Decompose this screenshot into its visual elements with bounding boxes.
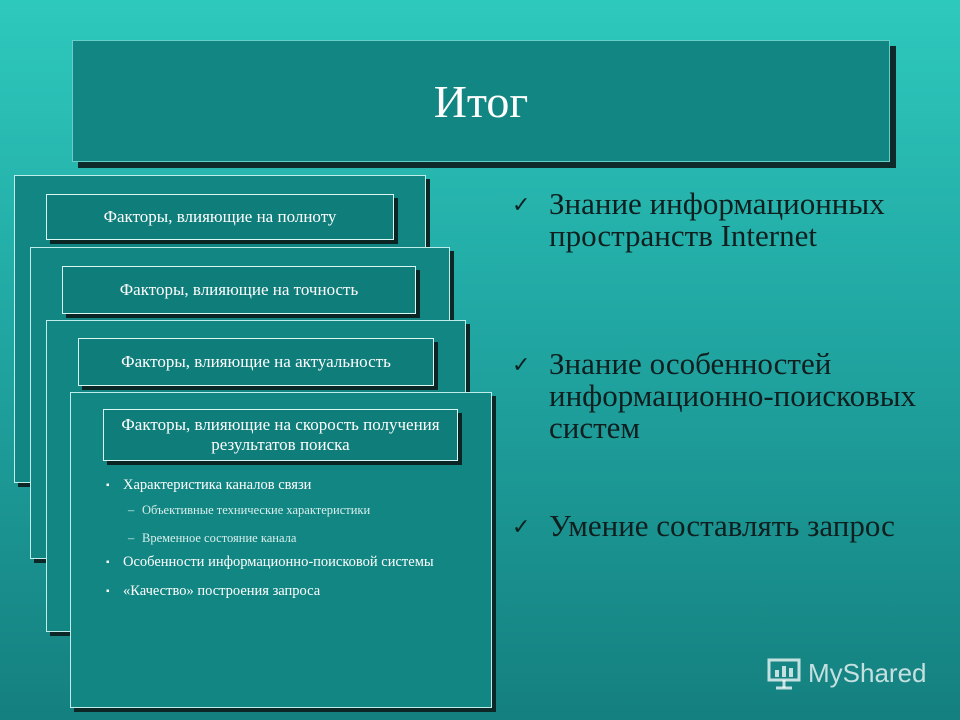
sub-list-item: – Объективные технические характеристики (128, 503, 371, 517)
list-item: ▪ «Качество» построения запроса (106, 583, 321, 599)
watermark-text: MyShared (808, 657, 927, 688)
card-label-relevance: Факторы, влияющие на актуальность (78, 338, 434, 386)
sub-list-item: – Временное состояние канала (128, 531, 297, 545)
card-label-completeness: Факторы, влияющие на полноту (46, 194, 394, 240)
watermark (766, 656, 927, 690)
check-icon: ✓ (512, 515, 531, 540)
list-item: ▪ Характеристика каналов связи (106, 477, 312, 493)
presentation-icon (766, 656, 802, 690)
list-item: ▪ Особенности информационно-поисковой системы (106, 554, 434, 570)
slide-title: Итог (433, 75, 529, 127)
speed-factors-list (106, 476, 466, 601)
title-banner (72, 40, 890, 162)
card-label-precision: Факторы, влияющие на точность (62, 266, 416, 314)
check-icon: ✓ (512, 193, 531, 218)
card-label-speed: Факторы, влияющие на скорость получения результатов поиска (103, 409, 458, 461)
check-icon: ✓ (512, 353, 531, 378)
